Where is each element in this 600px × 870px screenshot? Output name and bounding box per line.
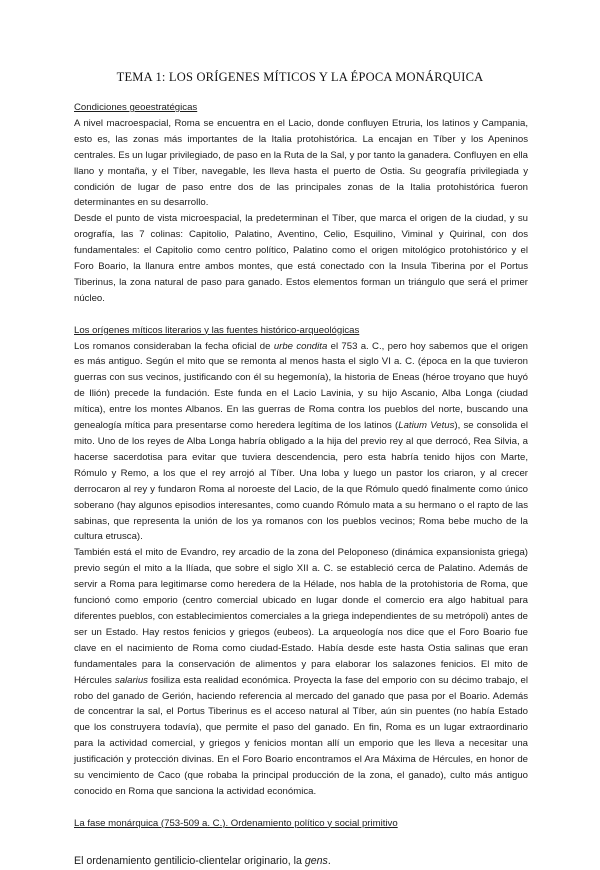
text-run: También está el mito de Evandro, rey arcadio de la zona del Peloponeso (dinámica expansionista griega) previo según el mito a la Ilíada, que sobre el siglo XII a. C. se estableció cerca de Palatino. Además de servir a Roma para legitimarse como heredera de la Hélade, nos habla de la protohistoria de Roma, que funcionó como emporio (centro comercial ubicado en lugar donde el comercio era algo habitual para diferentes pueblos, con establecimientos comerciales a la griega independientes de su metrópoli) antes de ser un Estado. Hay restos fenicios y griegos (eubeos). La arqueología nos dice que el Foro Boario fue clave en el nacimiento de Roma como ciudad-Estado. Había desde este hasta Ostia salinas que eran fundamentales para la conservación de alimentos y para elaborar los salazones fenicios. El mito de Hércules xyxy=(74,547,528,686)
text-run: fosiliza esta realidad económica. Proyecta la fase del emporio con su décimo trabajo, el robo del ganado de Gerión, haciendo referencia al mercado del ganado que pasa por el Boario. Además de concentrar la sal, el Portus Tiberinus es el acceso natural al Tíber, aún sin puentes (no había Estado que los construyera todavía), que permite el paso del ganado. En fin, Roma es un lugar extraordinario para la actividad comercial, y griegos y fenicios montan allí un emporio que les lleva a necesitar una justificación y protección divinas. En el Foro Boario encontramos el Ara Máxima de Hércules, en honor de su vencimiento de Caco (que robaba la principal producción de la zona, el ganado), culto más antiguo conocido en Roma que sanciona la actividad económica. xyxy=(74,674,528,797)
text-run: . xyxy=(327,854,331,867)
section-spacer xyxy=(74,800,528,816)
section-spacer xyxy=(74,832,528,854)
italic-term-latium-vetus: Latium Vetus xyxy=(398,420,455,432)
paragraph-founding-myth xyxy=(74,339,528,546)
italic-term-salarius: salarius xyxy=(114,674,148,686)
paragraph-evandro-myth xyxy=(74,545,528,800)
section-heading-geostrategic: Condiciones geoestratégicas xyxy=(74,102,198,113)
text-run: Los romanos consideraban la fecha oficial de xyxy=(74,340,274,352)
text-run: ), se consolida el mito. Uno de los reyes de Alba Longa habría obligado a la hija del previo rey al que derrocó, Rea Silvia, a hacerse sacerdotisa para evitar que tuviera descendencia, pero esta habría tenido hijos con Marte, Rómulo y Remo, a los que el rey arrojó al Tíber. Una loba y luego un pastor los criaron, y al crecer derrocaron al rey y fundaron Roma al noroeste del Lacio, de la que Rómulo quedó finalmente como único soberano (hay algunos episodios interesantes, como cuando Rómulo mata a su hermano o el rapto de las sabinas, que representa la unión de los ya romanos con los pueblos vecinos; Roma bebe mucho de la cultura etrusca). xyxy=(74,420,528,543)
section-spacer xyxy=(74,307,528,323)
paragraph-macrospatial: A nivel macroespacial, Roma se encuentra en el Lacio, donde confluyen Etruria, los latinos y Campania, esto es, las zonas más importantes de la Italia protohistórica. La encajan en Tíber y los Apeninos centrales. Es un lugar privilegiado, de paso en la Ruta de la Sal, y por tanto la ganadera. Confluyen en ella llano y montaña, y el Tíber, navegable, les lleva hasta el puerto de Ostia. Su geografía privilegiada y condición de lugar de paso entre dos de las principales zonas de la Italia protohistórica fueron determinantes en su desarrollo. xyxy=(74,117,528,209)
text-run: El ordenamiento gentilicio-clientelar originario, la xyxy=(74,854,305,867)
paragraph-microspatial: Desde el punto de vista microespacial, la predeterminan el Tíber, que marca el origen de la ciudad, y su orografía, las 7 colinas: Capitolio, Palatino, Aventino, Celio, Esquilino, Viminal y Quirinal, con dos fundamentales: el Capitolio como centro político, Palatino como el origen mitológico protohistórico y el Foro Boario, la llanura entre ambos montes, que está conectado con la Insula Tiberina por el Portus Tiberinus, la zona natural de paso para ganado. Estos elementos forman un triángulo que será el primer núcleo. xyxy=(74,213,528,304)
document-body xyxy=(74,100,528,870)
subheading-gens xyxy=(74,854,528,870)
section-heading-myths-sources: Los orígenes míticos literarios y las fuentes histórico-arqueológicas xyxy=(74,324,360,336)
page-title: TEMA 1: LOS ORÍGENES MÍTICOS Y LA ÉPOCA MONÁRQUICA xyxy=(116,70,484,84)
italic-term-urbe-condita: urbe condita xyxy=(273,340,328,352)
section-heading-monarchic-phase: La fase monárquica (753-509 a. C.). Ordenamiento político y social primitivo xyxy=(74,817,398,829)
text-run: el 753 a. C., pero hoy sabemos que el origen es más antiguo. Según el mito que se remonta al menos hasta el siglo VI a. C. (época en la que tuvieron guerras con sus vecinos, justificando con él su hegemonía), la historia de Eneas (héroe troyano que huyó de Ilión) precede la fundación. Este funda en el Lacio Lavinia, y su hijo Ascanio, Alba Longa (ciudad mítica), entre los montes Albanos. En las guerras de Roma contra los pueblos del norte, buscando una genealogía mítica para presentarse como heredera legítima de los latinos ( xyxy=(74,340,528,432)
italic-term-gens: gens xyxy=(304,854,328,867)
